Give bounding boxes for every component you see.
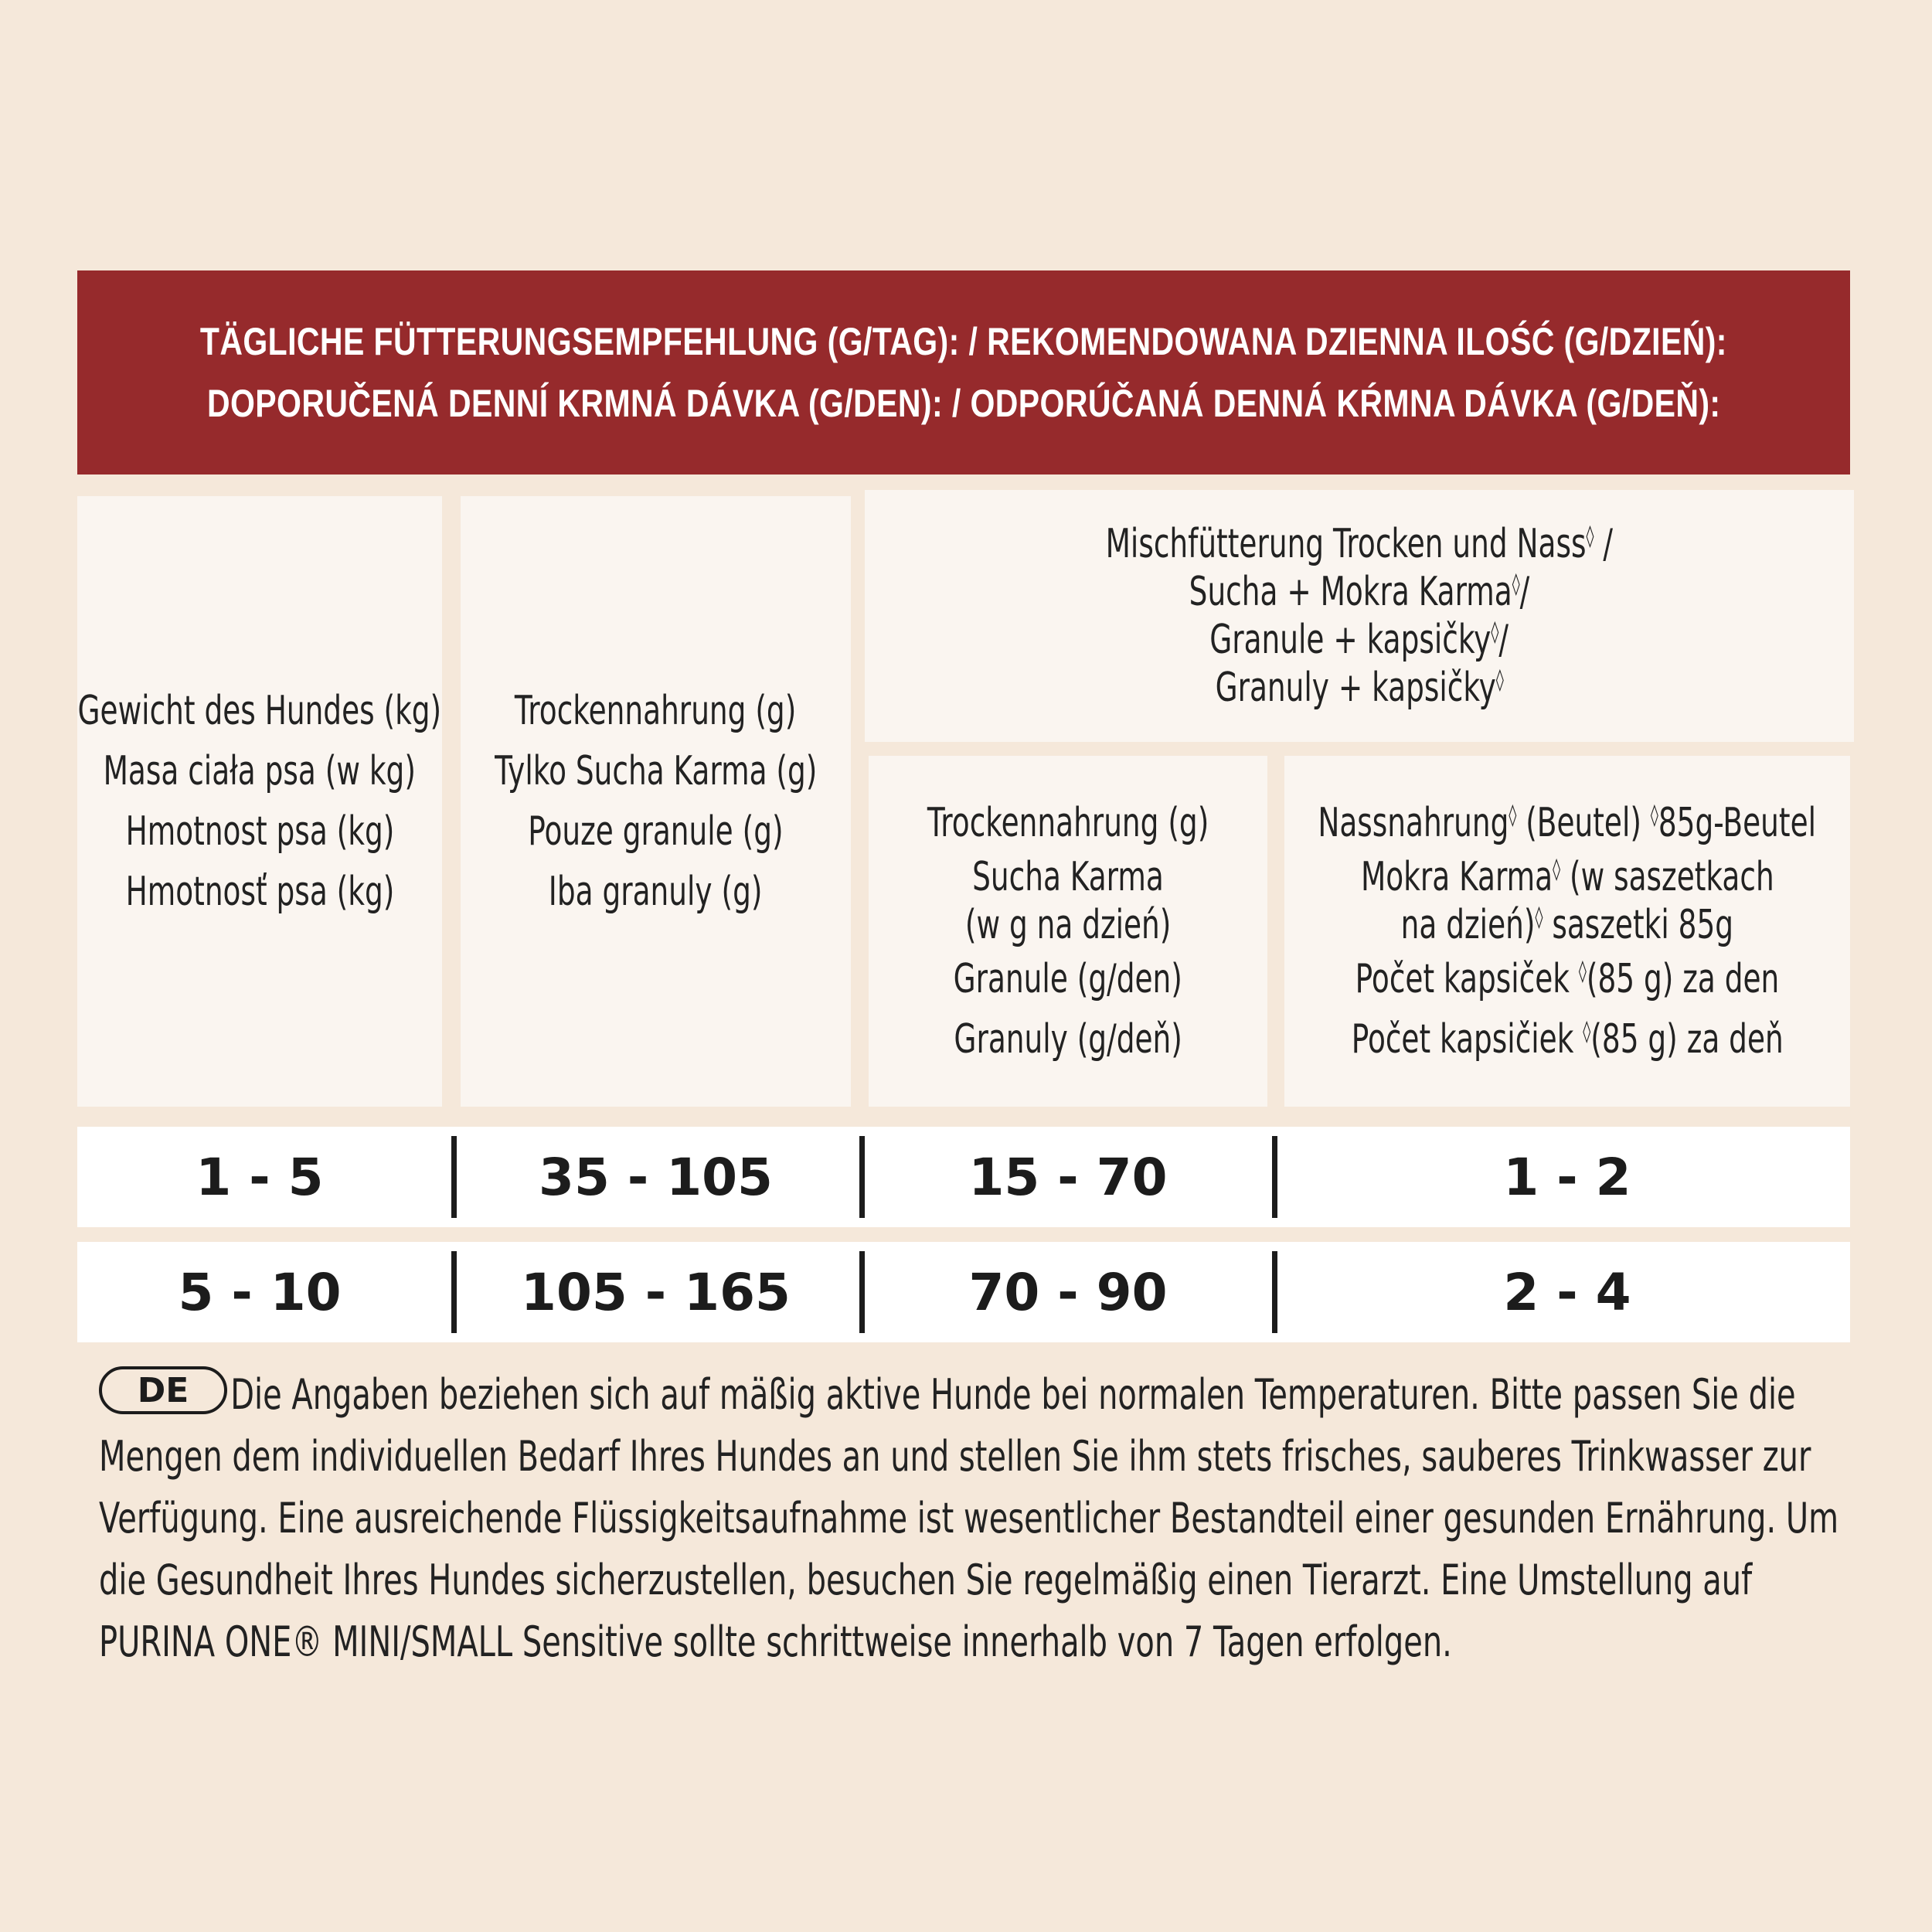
column-header-mixed-dry bbox=[869, 756, 1267, 1107]
note-line-1: Die Angaben beziehen sich auf mäßig aktive Hunde bei normalen Temperaturen. Bitte passen Sie die bbox=[230, 1370, 1796, 1419]
column-header-mixed-feeding bbox=[865, 490, 1854, 742]
dry-label-de: Trockennahrung (g) bbox=[515, 688, 797, 734]
table-row bbox=[77, 1127, 1850, 1227]
header-title-line-1: TÄGLICHE FÜTTERUNGSEMPFEHLUNG (G/TAG): / REKOMENDOWANA DZIENNA ILOŚĆ (G/DZIEŃ): bbox=[200, 320, 1727, 363]
note-line-2: Mengen dem individuellen Bedarf Ihres Hundes an und stellen Sie ihm stets frisches, sauberes Trinkwasser zur bbox=[99, 1432, 1811, 1481]
mixed-dry-label-pl-unit: (w g na dzień) bbox=[964, 902, 1172, 948]
mixed-dry-label-cz: Granule (g/den) bbox=[953, 956, 1183, 1002]
row-weight-value: 5 - 10 bbox=[178, 1262, 342, 1322]
dry-label-sk: Iba granuly (g) bbox=[549, 869, 763, 915]
column-separator bbox=[451, 1251, 457, 1333]
diamond-icon: ◊ bbox=[1509, 801, 1517, 828]
note-line-4: die Gesundheit Ihres Hundes sicherzustellen, besuchen Sie regelmäßig einen Tierarzt. Eine Umstellung auf bbox=[99, 1556, 1753, 1604]
row-mixed-wet-value: 2 - 4 bbox=[1503, 1262, 1631, 1322]
note-line-5: PURINA ONE® MINI/SMALL Sensitive sollte schrittweise innerhalb von 7 Tagen erfolgen. bbox=[99, 1617, 1452, 1666]
diamond-icon: ◊ bbox=[1578, 957, 1587, 984]
column-separator bbox=[451, 1136, 457, 1218]
diamond-icon: ◊ bbox=[1512, 570, 1520, 597]
diamond-icon: ◊ bbox=[1651, 801, 1659, 828]
column-header-dry-food bbox=[461, 496, 851, 1107]
diamond-icon: ◊ bbox=[1583, 1018, 1591, 1044]
mixed-wet-label-pl-2: na dzień)◊ saszetki 85g bbox=[1400, 902, 1734, 948]
column-header-mixed-wet bbox=[1284, 756, 1850, 1107]
row-dry-value: 35 - 105 bbox=[539, 1147, 773, 1207]
diamond-icon: ◊ bbox=[1552, 855, 1560, 882]
diamond-icon: ◊ bbox=[1535, 903, 1543, 930]
row-weight-value: 1 - 5 bbox=[196, 1147, 324, 1207]
mixed-wet-label-pl: Mokra Karma◊ (w saszetkach bbox=[1360, 854, 1774, 900]
weight-label-sk: Hmotnosť psa (kg) bbox=[125, 869, 394, 915]
row-mixed-dry-value: 15 - 70 bbox=[968, 1147, 1168, 1207]
weight-label-de: Gewicht des Hundes (kg) bbox=[77, 688, 442, 734]
mixed-label-de: Mischfütterung Trocken und Nass◊ / bbox=[1105, 521, 1614, 567]
language-badge: DE bbox=[99, 1366, 227, 1414]
mixed-dry-label-sk: Granuly (g/deň) bbox=[954, 1016, 1182, 1063]
dry-label-pl: Tylko Sucha Karma (g) bbox=[494, 748, 818, 794]
row-mixed-wet-value: 1 - 2 bbox=[1503, 1147, 1631, 1207]
diamond-icon: ◊ bbox=[1586, 522, 1594, 549]
feeding-note bbox=[99, 1364, 1876, 1673]
column-header-weight bbox=[77, 496, 442, 1107]
mixed-wet-label-sk: Počet kapsičiek ◊(85 g) za deň bbox=[1351, 1016, 1784, 1063]
mixed-wet-label-de: Nassnahrung◊ (Beutel) ◊85g-Beutel bbox=[1318, 800, 1817, 846]
mixed-label-pl: Sucha + Mokra Karma◊/ bbox=[1189, 569, 1530, 615]
diamond-icon: ◊ bbox=[1491, 618, 1499, 645]
column-separator bbox=[859, 1136, 865, 1218]
feeding-header-banner bbox=[77, 270, 1850, 474]
column-separator bbox=[1272, 1251, 1277, 1333]
mixed-label-sk: Granuly + kapsičky◊ bbox=[1215, 665, 1504, 711]
weight-label-pl: Masa ciała psa (w kg) bbox=[103, 748, 417, 794]
row-dry-value: 105 - 165 bbox=[521, 1262, 791, 1322]
dry-label-cz: Pouze granule (g) bbox=[528, 808, 784, 855]
column-separator bbox=[1272, 1136, 1277, 1218]
column-separator bbox=[859, 1251, 865, 1333]
mixed-dry-label-de: Trockennahrung (g) bbox=[927, 800, 1209, 846]
mixed-label-cz: Granule + kapsičky◊/ bbox=[1209, 617, 1509, 663]
weight-label-cz: Hmotnost psa (kg) bbox=[125, 808, 394, 855]
table-row bbox=[77, 1242, 1850, 1342]
diamond-icon: ◊ bbox=[1495, 666, 1504, 692]
header-title-line-2: DOPORUČENÁ DENNÍ KRMNÁ DÁVKA (G/DEN): / ODPORÚČANÁ DENNÁ KŔMNA DÁVKA (G/DEŇ): bbox=[206, 382, 1721, 425]
note-line-3: Verfügung. Eine ausreichende Flüssigkeitsaufnahme ist wesentlicher Bestandteil einer gesunden Ernährung. Um bbox=[99, 1494, 1839, 1543]
mixed-wet-label-cz: Počet kapsiček ◊(85 g) za den bbox=[1355, 956, 1780, 1002]
row-mixed-dry-value: 70 - 90 bbox=[968, 1262, 1168, 1322]
mixed-dry-label-pl: Sucha Karma bbox=[972, 854, 1164, 900]
